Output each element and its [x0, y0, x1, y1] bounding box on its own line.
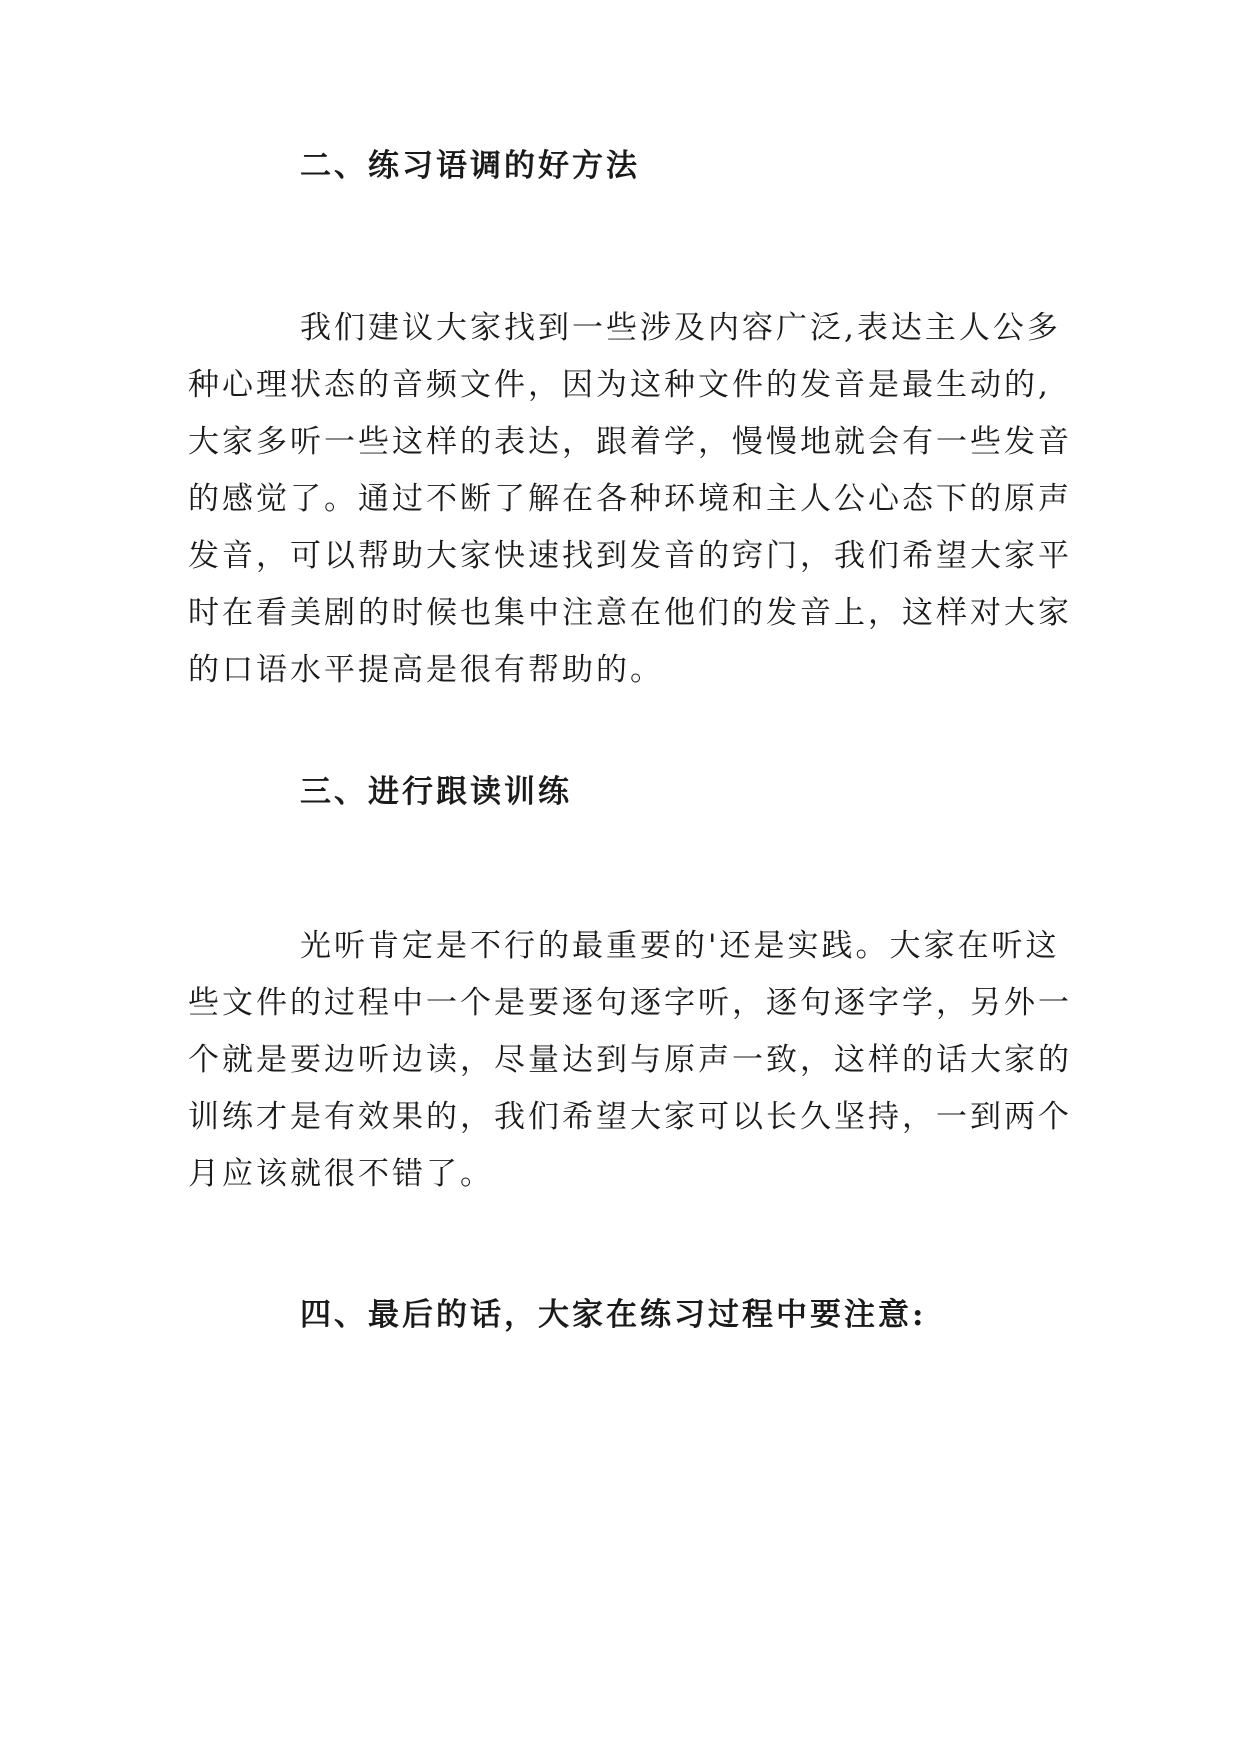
section-4-heading: 四、最后的话，大家在练习过程中要注意:	[300, 1297, 927, 1333]
paragraph-line: 我们建议大家找到一些涉及内容广泛,表达主人公多	[300, 310, 1061, 346]
paragraph-line: 时在看美剧的时候也集中注意在他们的发音上，这样对大家	[188, 595, 1072, 631]
paragraph-line: 训练才是有效果的，我们希望大家可以长久坚持，一到两个	[188, 1099, 1072, 1135]
section-3-heading: 三、进行跟读训练	[300, 774, 572, 810]
paragraph-line: 些文件的过程中一个是要逐句逐字听，逐句逐字学，另外一	[188, 985, 1072, 1021]
paragraph-line: 个就是要边听边读，尽量达到与原声一致，这样的话大家的	[188, 1042, 1072, 1078]
paragraph-line: 的口语水平提高是很有帮助的。	[188, 652, 664, 688]
paragraph-line: 发音，可以帮助大家快速找到发音的窍门，我们希望大家平	[188, 538, 1072, 574]
section-2-heading: 二、练习语调的好方法	[300, 148, 640, 184]
section-2-paragraph	[188, 300, 1072, 699]
paragraph-line: 种心理状态的音频文件，因为这种文件的发音是最生动的,	[188, 367, 1051, 403]
section-3-paragraph	[188, 918, 1072, 1203]
paragraph-line: 的感觉了。通过不断了解在各种环境和主人公心态下的原声	[188, 481, 1072, 517]
paragraph-line: 月应该就很不错了。	[188, 1156, 494, 1192]
paragraph-line: 大家多听一些这样的表达，跟着学，慢慢地就会有一些发音	[188, 424, 1072, 460]
paragraph-line: 光听肯定是不行的最重要的'还是实践。大家在听这	[300, 928, 1060, 964]
